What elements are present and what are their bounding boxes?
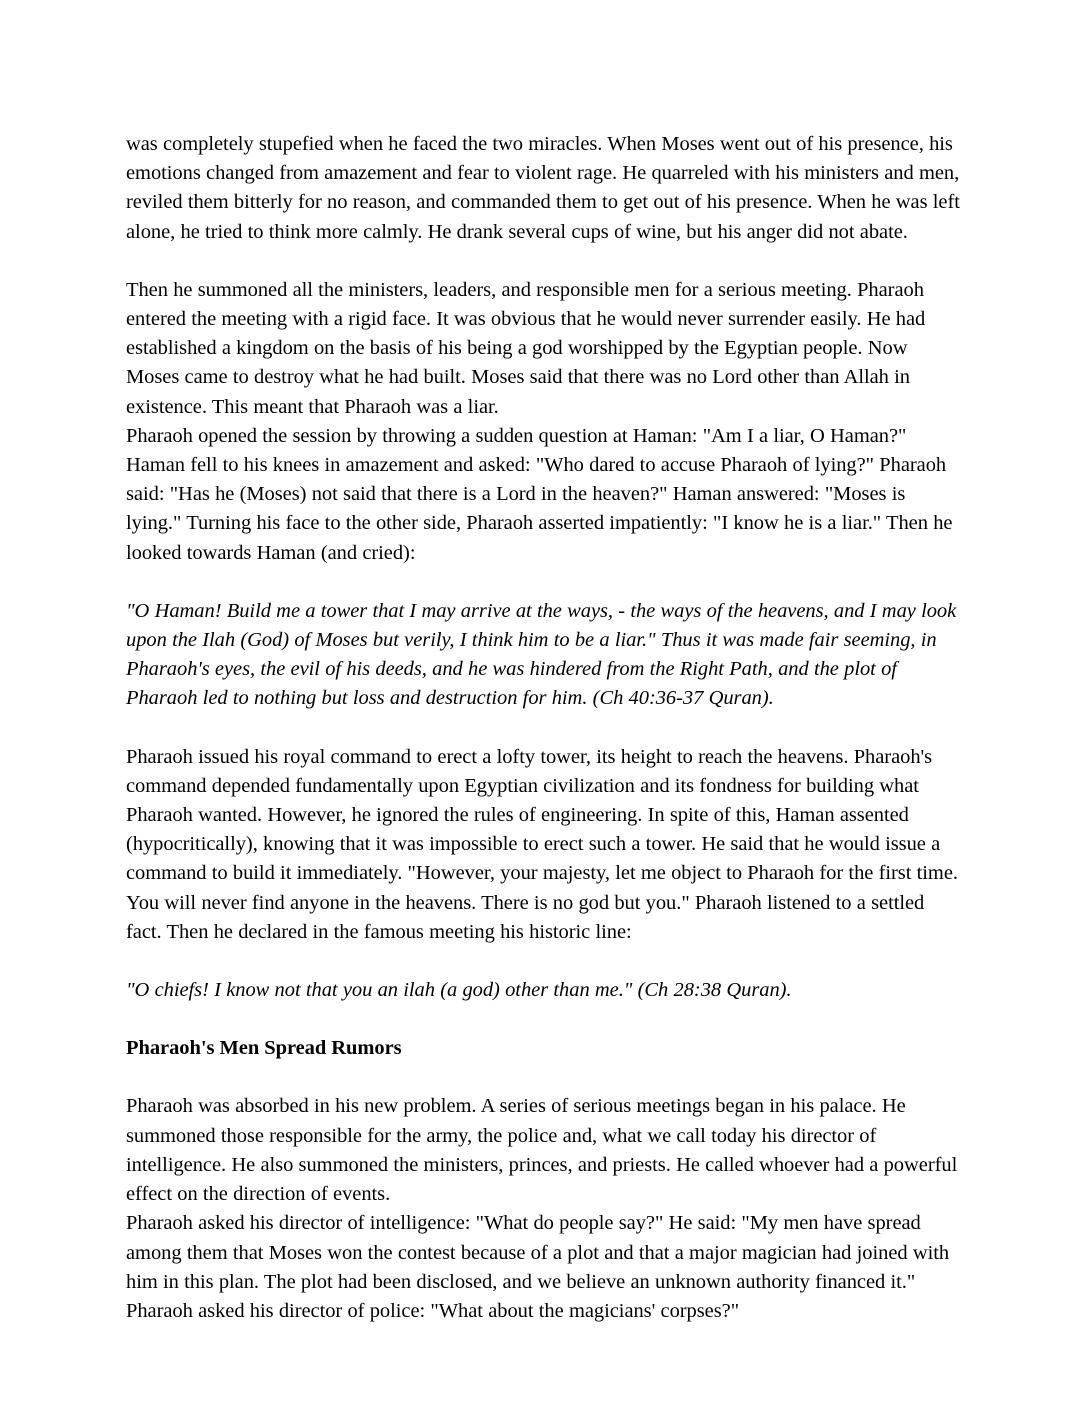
paragraph-rumors-dialogue: Pharaoh asked his director of intelligence: "What do people say?" He said: "My men have spread among them that Moses won the contest because of a plot and that a major magician had joined with him in this plan. The plot had been disclosed, and we believe an unknown authority financed it." Pharaoh asked his director of police: "What about the magicians' corpses?" <box>126 1212 950 1322</box>
paragraph-rumors-meetings: Pharaoh was absorbed in his new problem. A series of serious meetings began in his palace. He summoned those responsible for the army, the police and, what we call today his director of intelligence. He also summoned the ministers, princes, and priests. He called whoever had a powerful effect on the direction of events. <box>126 1095 958 1206</box>
document-body <box>126 130 962 1326</box>
paragraph-spacer <box>126 247 962 276</box>
paragraph-summoned-ministers: Then he summoned all the ministers, leaders, and responsible men for a serious meeting. Pharaoh entered the meeting with a rigid face. It was obvious that he would never surrender easily. He had established a kingdom on the basis of his being a god worshipped by the Egyptian people. Now Moses came to destroy what he had built. Moses said that there was no Lord other than Allah in existence. This meant that Pharaoh was a liar. <box>126 278 926 418</box>
paragraph-stupefied: was completely stupefied when he faced the two miracles. When Moses went out of his presence, his emotions changed from amazement and fear to violent rage. He quarreled with his ministers and men, reviled them bitterly for no reason, and commanded them to get out of his presence. When he was left alone, he tried to think more calmly. He drank several cups of wine, but his anger did not abate. <box>126 133 960 243</box>
paragraph-spacer <box>126 947 962 976</box>
paragraph-spacer <box>126 1063 962 1092</box>
paragraph-spacer <box>126 568 962 597</box>
paragraph-spacer <box>126 1005 962 1034</box>
paragraph-tower-command: Pharaoh issued his royal command to erect a lofty tower, its height to reach the heavens. Pharaoh's command depended fundamentally upon Egyptian civilization and its fondness for building what Pharaoh wanted. However, he ignored the rules of engineering. In spite of this, Haman assented (hypocritically), knowing that it was impossible to erect such a tower. He said that he would issue a command to build it immediately. "However, your majesty, let me object to Pharaoh for the first time. You will never find anyone in the heavens. There is no god but you." Pharaoh listened to a settled fact. Then he declared in the famous meeting his historic line: <box>126 745 958 943</box>
paragraph-spacer <box>126 714 962 743</box>
quote-ch40-36-37: "O Haman! Build me a tower that I may arrive at the ways, - the ways of the heavens, and I may look upon the Ilah (God) of Moses but verily, I think him to be a liar." Thus it was made fair seeming, in Pharaoh's eyes, the evil of his deeds, and he was hindered from the Right Path, and the plot of Pharaoh led to nothing but loss and destruction for him. (Ch 40:36-37 Quran). <box>126 599 957 710</box>
paragraph-dialogue-haman: Pharaoh opened the session by throwing a sudden question at Haman: "Am I a liar, O Haman?" Haman fell to his knees in amazement and asked: "Who dared to accuse Pharaoh of lying?" Pharaoh said: "Has he (Moses) not said that there is a Lord in the heaven?" Haman answered: "Moses is lying." Turning his face to the other side, Pharaoh asserted impatiently: "I know he is a liar." Then he looked towards Haman (and cried): <box>126 424 953 564</box>
quote-ch28-38: "O chiefs! I know not that you an ilah (a god) other than me." (Ch 28:38 Quran). <box>126 979 792 1002</box>
section-heading-pharaohs-men-spread-rumors: Pharaoh's Men Spread Rumors <box>126 1037 402 1060</box>
